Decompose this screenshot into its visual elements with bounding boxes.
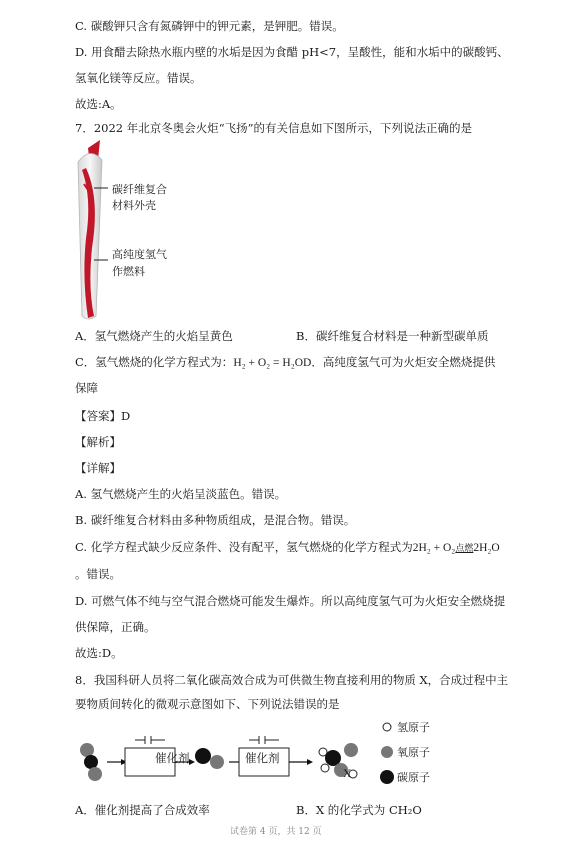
explain-d: D. 可燃气体不纯与空气混合燃烧可能发生爆炸。所以高纯度氢气可为火炬安全燃烧提 xyxy=(75,594,506,608)
q8-option-b: B．X 的化学式为 CH₂O xyxy=(296,803,422,817)
torch-label-shell: 碳纤维复合 xyxy=(112,183,167,196)
product-x-label: X xyxy=(343,768,352,780)
text-line: 故选:A。 xyxy=(75,97,122,111)
question-7: 7．2022 年北京冬奥会火炬“飞扬”的有关信息如下图所示，下列说法正确的是 xyxy=(75,121,472,135)
legend-oxygen-label: 氧原子 xyxy=(397,746,430,759)
hydrogen-atom xyxy=(321,764,329,772)
text-line: C. 碳酸钾只含有氮磷钾中的钾元素，是钾肥。错误。 xyxy=(75,19,344,33)
explain-a: A. 氢气燃烧产生的火焰呈淡蓝色。错误。 xyxy=(75,487,287,501)
option-c-cont: 保障 xyxy=(75,381,98,395)
legend-carbon-icon xyxy=(380,770,394,784)
oxygen-atom xyxy=(344,743,358,757)
torch-label-fuel: 作燃料 xyxy=(112,265,145,278)
question-8-cont: 要物质间转化的微观示意图如下、下列说法错误的是 xyxy=(75,697,340,711)
option-a: A．氢气燃烧产生的火焰呈黄色 xyxy=(75,329,233,343)
catalyst-label: 催化剂 xyxy=(155,751,190,765)
page-footer: 试卷第 4 页，共 12 页 xyxy=(230,827,322,837)
torch-label-shell: 材料外壳 xyxy=(112,199,156,212)
legend-oxygen-icon xyxy=(381,746,393,758)
legend-hydrogen-label: 氢原子 xyxy=(397,721,430,734)
q8-option-a: A．催化剂提高了合成效率 xyxy=(75,803,210,817)
legend-carbon-label: 碳原子 xyxy=(397,771,430,784)
explain-c-end: 。错误。 xyxy=(75,567,121,581)
oxygen-atom xyxy=(210,755,224,769)
carbon-atom xyxy=(195,748,211,764)
choose: 故选:D。 xyxy=(75,646,123,660)
torch-figure xyxy=(60,138,200,323)
analysis-heading: 【解析】 xyxy=(75,435,121,449)
text-line: 氢氧化镁等反应。错误。 xyxy=(75,71,202,85)
option-b: B．碳纤维复合材料是一种新型碳单质 xyxy=(296,329,489,343)
detail-heading: 【详解】 xyxy=(75,461,121,475)
explain-d-cont: 供保障，正确。 xyxy=(75,620,156,634)
option-c: C．氢气燃烧的化学方程式为：H₂ + O₂ = H₂OD．高纯度氢气可为火炬安全燃烧提供 xyxy=(75,355,496,369)
explain-b: B. 碳纤维复合材料由多种物质组成，是混合物。错误。 xyxy=(75,513,356,527)
text-line: D. 用食醋去除热水瓶内壁的水垢是因为食醋 pH<7，呈酸性，能和水垢中的碳酸钙、 xyxy=(75,45,509,59)
answer: 【答案】D xyxy=(75,409,131,423)
torch-label-fuel: 高纯度氢气 xyxy=(112,248,167,261)
carbon-atom xyxy=(84,755,98,769)
explain-c: C. 化学方程式缺少反应条件、没有配平，氢气燃烧的化学方程式为2H₂ + O₂点燃2H₂O xyxy=(75,540,500,554)
oxygen-atom xyxy=(88,767,102,781)
question-8: 8．我国科研人员将二氧化碳高效合成为可供微生物直接利用的物质 X，合成过程中主 xyxy=(75,673,509,687)
oxygen-atom xyxy=(80,743,94,757)
legend-hydrogen-icon xyxy=(383,723,391,731)
catalyst-label: 催化剂 xyxy=(245,751,280,765)
